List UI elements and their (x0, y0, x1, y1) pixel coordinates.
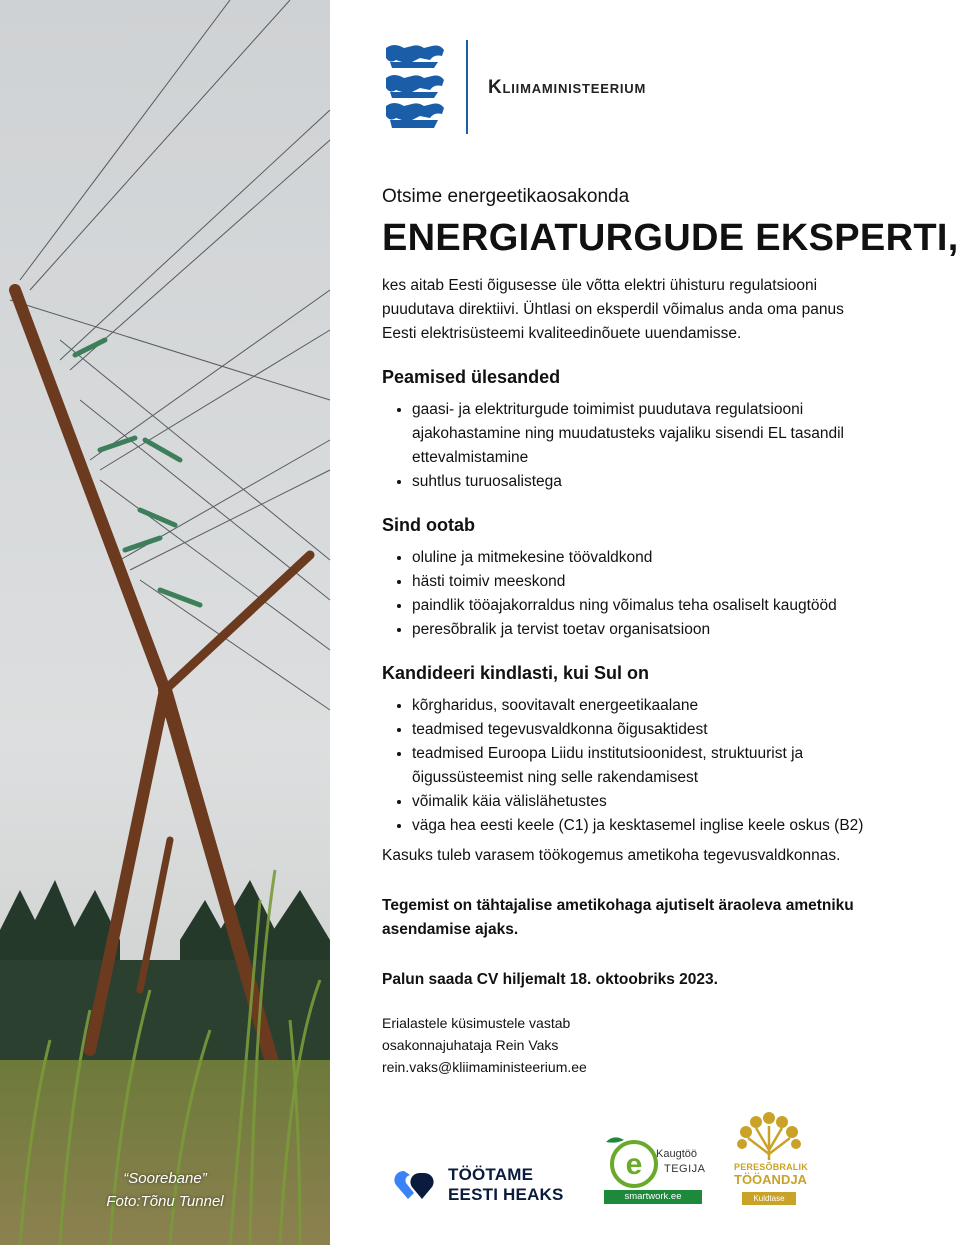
list-item: • paindlik tööajakorraldus ning võimalus teha osaliselt kaugtööd (412, 594, 872, 618)
estonian-coat-of-arms-icon (382, 42, 448, 130)
list-item: • võimalik käia välislähetustes (412, 790, 872, 814)
header-divider (466, 40, 468, 134)
tree-icon (734, 1110, 804, 1162)
job-ad (382, 182, 959, 1078)
peresobralik-logo (734, 1110, 808, 1210)
pere-line1: PERESÕBRALIK (734, 1162, 808, 1172)
ministry-header (382, 40, 782, 134)
partner-logos (388, 1110, 868, 1220)
list-item: • kõrgharidus, soovitavalt energeetikaalane (412, 694, 872, 718)
bonus-note: Kasuks tuleb varasem töökogemus ametikoha tegevusvaldkonnas. (382, 847, 841, 864)
photo-title: “Soorebane” (123, 1170, 207, 1187)
heart-icon (392, 1165, 436, 1205)
photo-credit: Foto:Tõnu Tunnel (106, 1193, 224, 1210)
smartwork-line2: TEGIJA (664, 1163, 706, 1175)
offer-list (382, 546, 872, 642)
list-item: • teadmised Euroopa Liidu institutsioonidest, struktuurist ja õigussüsteemist ning selle rakendamisest (412, 742, 872, 790)
pere-line2: TÖÖANDJA (734, 1172, 807, 1187)
smartwork-e-icon (602, 1132, 662, 1190)
list-item: • teadmised tegevusvaldkonna õigusaktidest (412, 718, 872, 742)
list-item: • oluline ja mitmekesine töövaldkond (412, 546, 872, 570)
power-pylon-illustration (0, 0, 330, 1245)
section-heading-offer: Sind ootab (382, 515, 475, 535)
contact-person: osakonnajuhataja Rein Vaks (382, 1037, 559, 1053)
tootame-line1: TÖÖTAME (448, 1165, 534, 1184)
svg-text:e: e (625, 1148, 643, 1181)
ad-subtitle: Otsime energeetikaosakonda (382, 186, 630, 207)
hero-photo (0, 0, 330, 1245)
deadline-note: Palun saada CV hiljemalt 18. oktoobriks 2023. (382, 971, 718, 988)
pere-level-badge: Kuldtase (742, 1192, 796, 1205)
list-item: • peresõbralik ja tervist toetav organisatsioon (412, 618, 872, 642)
tootame-logo (392, 1165, 572, 1205)
contact-email[interactable]: rein.vaks@kliimaministeerium.ee (382, 1059, 587, 1075)
temporary-note: Tegemist on tähtajalise ametikohaga ajutiselt äraoleva ametniku asendamise ajaks. (382, 897, 854, 938)
list-item: • suhtlus turuosalistega (412, 470, 872, 494)
tasks-list (382, 398, 872, 494)
smartwork-url: smartwork.ee (604, 1190, 702, 1204)
contact-line: Erialastele küsimustele vastab (382, 1015, 571, 1031)
ministry-name: Kliimaministeerium (488, 77, 647, 98)
ad-intro: kes aitab Eesti õigusesse üle võtta elektri ühisturu regulatsiooni puudutava direktiivi. Ühtlasi on eksperdil võimalus anda oma panus Eesti elektrisüsteemi kvaliteedinõuete uuendamisse. (382, 277, 844, 342)
ad-title: ENERGIATURGUDE EKSPERTI, (382, 217, 959, 259)
tootame-line2: EESTI HEAKS (448, 1185, 564, 1204)
contact-block (382, 1012, 872, 1078)
requirements-list (382, 694, 872, 838)
smartwork-line1: Kaugtöö (656, 1148, 697, 1160)
smartwork-logo (594, 1130, 704, 1210)
section-heading-requirements: Kandideeri kindlasti, kui Sul on (382, 663, 650, 683)
section-heading-tasks: Peamised ülesanded (382, 367, 561, 387)
list-item: • hästi toimiv meeskond (412, 570, 872, 594)
list-item: • väga hea eesti keele (C1) ja kesktasemel inglise keele oskus (B2) (412, 814, 872, 838)
list-item: • gaasi- ja elektriturgude toimimist puudutava regulatsiooni ajakohastamine ning muudatusteks vajaliku sisendi EL tasandil ettevalmistamine (412, 398, 872, 470)
